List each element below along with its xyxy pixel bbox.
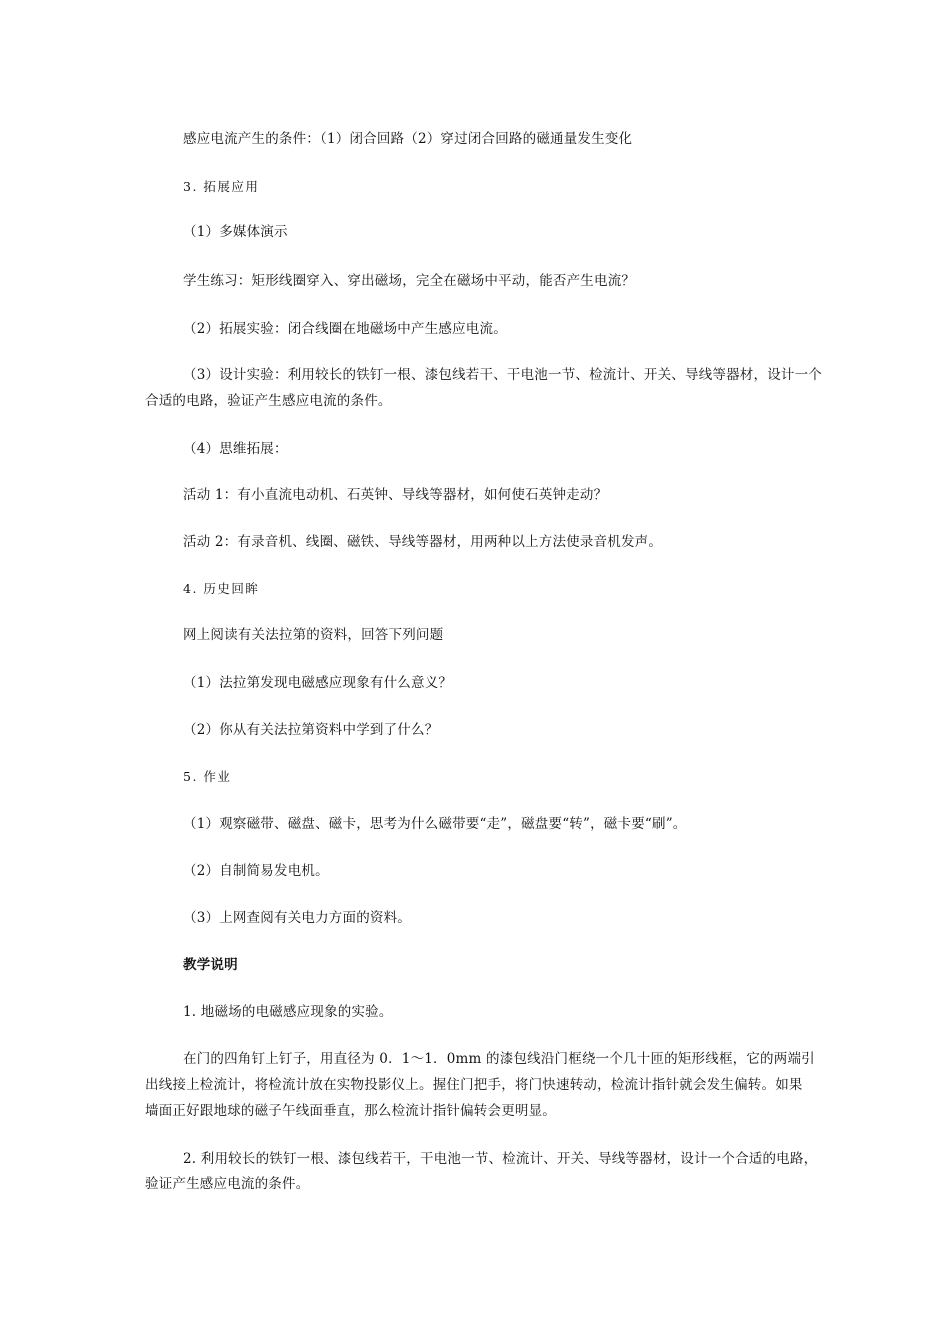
item-multimedia-demo: （1）多媒体演示 [183,224,288,240]
section-heading-extension: 3. 拓展应用 [183,179,260,194]
section-heading-history: 4. 历史回眸 [183,581,260,596]
note-1-paragraph-line2: 出线接上检流计，将检流计放在实物投影仪上。握住门把手，将门快速转动，检流计指针就会发生偏转。如果 [145,1077,803,1093]
homework-2-text: （2）自制简易发电机。 [183,863,329,879]
item-design-experiment-line2: 合适的电路，验证产生感应电流的条件。 [145,393,392,409]
homework-1-text: （1）观察磁带、磁盘、磁卡，思考为什么磁带要“走”，磁盘要“转”，磁卡要“刷”。 [183,816,687,832]
activity-1-text: 活动 1：有小直流电动机、石英钟、导线等器材，如何使石英钟走动？ [183,487,608,503]
teaching-notes-heading: 教学说明 [183,957,238,973]
question-2-text: （2）你从有关法拉第资料中学到了什么？ [183,722,439,738]
activity-2-text: 活动 2：有录音机、线圈、磁铁、导线等器材，用两种以上方法使录音机发声。 [183,534,663,550]
item-design-experiment-line1: （3）设计实验：利用较长的铁钉一根、漆包线若干、干电池一节、检流计、开关、导线等器材，设计一个 [183,367,822,383]
note-2-paragraph-line1: 2. 利用较长的铁钉一根、漆包线若干，干电池一节、检流计、开关、导线等器材，设计一个合适的电路， [183,1151,818,1167]
student-exercise-text: 学生练习：矩形线圈穿入、穿出磁场，完全在磁场中平动，能否产生电流？ [183,273,636,289]
online-reading-text: 网上阅读有关法拉第的资料，回答下列问题 [183,627,444,643]
note-1-paragraph-line3: 墙面正好跟地球的磁子午线面垂直，那么检流计指针偏转会更明显。 [145,1103,556,1119]
note-1-heading: 1. 地磁场的电磁感应现象的实验。 [183,1004,393,1020]
item-thinking-extension: （4）思维拓展： [183,441,288,457]
item-extension-experiment: （2）拓展实验：闭合线圈在地磁场中产生感应电流。 [183,321,507,337]
note-2-paragraph-line2: 验证产生感应电流的条件。 [145,1176,310,1192]
section-heading-homework: 5. 作业 [183,769,232,784]
question-1-text: （1）法拉第发现电磁感应现象有什么意义？ [183,675,453,691]
induction-conditions-text: 感应电流产生的条件：（1）闭合回路（2）穿过闭合回路的磁通量发生变化 [183,131,633,147]
note-1-paragraph-line1: 在门的四角钉上钉子，用直径为 0．1～1．0mm 的漆包线沿门框绕一个几十匝的矩形线框，它的两端引 [183,1051,815,1067]
homework-3-text: （3）上网查阅有关电力方面的资料。 [183,910,411,926]
